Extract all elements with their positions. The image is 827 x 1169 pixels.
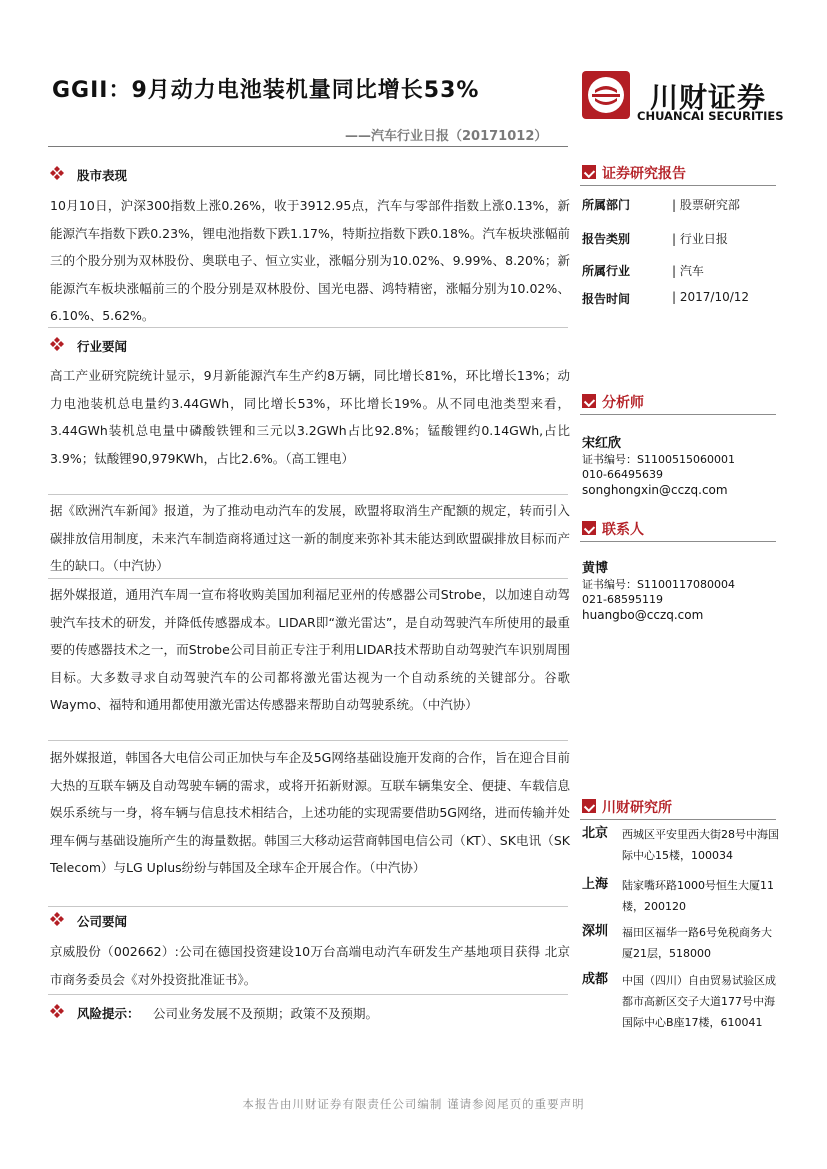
office-city: 上海 <box>582 877 609 892</box>
company-paragraph <box>50 938 570 993</box>
diamond-bullet-icon <box>50 912 64 926</box>
industry-paragraph-1 <box>50 362 570 472</box>
meta-value-date: | 2017/10/12 <box>672 290 750 304</box>
sidebar-rule <box>580 541 776 542</box>
meta-label-type: 报告类别 <box>582 232 631 246</box>
market-paragraph <box>50 192 570 330</box>
diamond-bullet-icon <box>50 1004 64 1018</box>
office-address: 中国（四川）自由贸易试验区成都市高新区交子大道177号中海国际中心B座17楼，610041 <box>622 974 776 1029</box>
office-city: 深圳 <box>582 924 609 939</box>
paragraph-divider <box>48 578 568 579</box>
section-divider <box>48 906 568 907</box>
meta-label-date: 报告时间 <box>582 292 631 306</box>
office-city: 北京 <box>582 826 609 841</box>
contact-heading-text: 联系人 <box>602 522 644 538</box>
brand-name-en: CHUANCAI SECURITIES <box>637 109 784 123</box>
paragraph-text: 据外媒报道，韩国各大电信公司正加快与车企及5G网络基础设施开发商的合作，旨在迎合目前大热的互联车辆及自动驾驶车辆的需求，或将开拓新财源。互联车辆集安全、便捷、车载信息娱乐系统与一身，将车辆与信息技术相结合，上述功能的实现需要借助5G网络，进而传输并处理车俩与基础设施所产生的海量数据。韩国三大移动运营商韩国电信公司（KT）、SK电讯（SK Telecom）与LG Uplus纷纷与韩国及全球车企开展合作。（中汽协） <box>50 750 570 875</box>
institute-heading-text: 川财研究所 <box>602 800 672 816</box>
diamond-bullet-icon <box>50 166 64 180</box>
contact-phone: 021-68595119 <box>582 593 663 606</box>
analyst-heading-text: 分析师 <box>602 395 644 411</box>
paragraph-text: 据外媒报道，通用汽车周一宣布将收购美国加利福尼亚州的传感器公司Strobe，以加速自动驾驶汽车技术的研发，并降低传感器成本。LIDAR即“激光雷达”，是自动驾驶汽车所使用的最重要的传感器技术之一，而Strobe公司目前正专注于利用LIDAR技术帮助自动驾驶汽车识别周围目标。大多数寻求自动驾驶汽车的公司都将激光雷达视为一个自动系统的关键部分。谷歌Waymo、福特和通用都使用激光雷达传感器来帮助自动驾驶系统。（中汽协） <box>50 587 570 712</box>
meta-label-industry: 所属行业 <box>582 264 631 278</box>
check-square-icon <box>582 799 596 813</box>
analyst-email[interactable]: songhongxin@cczq.com <box>582 483 728 497</box>
industry-paragraph-3 <box>50 581 570 719</box>
office-city: 成都 <box>582 972 609 987</box>
meta-label-dept: 所属部门 <box>582 198 631 212</box>
sidebar-rule <box>580 414 776 415</box>
section-title: 股市表现 <box>77 168 128 183</box>
paragraph-text: 据《欧洲汽车新闻》报道，为了推动电动汽车的发展，欧盟将取消生产配额的规定，转而引入碳排放信用制度，未来汽车制造商将通过这一新的制度来弥补其未能达到欧盟碳排放目标而产生的缺口。（中汽协） <box>50 503 570 573</box>
industry-paragraph-4 <box>50 744 570 882</box>
section-divider <box>48 994 568 995</box>
paragraph-divider <box>48 740 568 741</box>
check-square-icon <box>582 521 596 535</box>
analyst-name: 宋红欣 <box>582 436 622 451</box>
paragraph-divider <box>48 494 568 495</box>
paragraph-text: 10月10日，沪深300指数上涨0.26%，收于3912.95点，汽车与零部件指数上涨0.13%，新能源汽车指数下跌0.23%，锂电池指数下跌1.17%，特斯拉指数下跌0.18%。汽车板块涨幅前三的个股分别为双林股份、奥联电子、恒立实业，涨幅分别为10.02%、9.99%、8.20%；新能源汽车板块涨幅前三的个股分别是双林股份、国光电器、鸿特精密，涨幅分别为10.02%、6.10%、5.62%。 <box>50 198 570 323</box>
report-heading-text: 证券研究报告 <box>602 166 686 182</box>
industry-paragraph-2 <box>50 497 570 580</box>
meta-value-dept: | 股票研究部 <box>672 198 740 212</box>
office-address: 福田区福华一路6号免税商务大厦21层，518000 <box>622 926 772 960</box>
risk-text: 公司业务发展不及预期；政策不及预期。 <box>153 1006 379 1021</box>
footer-disclaimer: 本报告由川财证券有限责任公司编制 谨请参阅尾页的重要声明 <box>242 1097 585 1111</box>
report-title: GGII：9月动力电池装机量同比增长53% <box>52 78 480 103</box>
analyst-phone: 010-66495639 <box>582 468 663 481</box>
meta-value-type: | 行业日报 <box>672 232 728 246</box>
paragraph-text: 高工产业研究院统计显示，9月新能源汽车生产约8万辆，同比增长81%，环比增长13%；动力电池装机总电量约3.44GWh，同比增长53%，环比增长19%。从不同电池类型来看，3.44GWh装机总电量中磷酸铁锂和三元以3.2GWh占比92.8%；锰酸锂约0.14GWh,占比3.9%；钛酸锂90,979KWh，占比2.6%。（高工锂电） <box>50 368 570 466</box>
report-subtitle: ——汽车行业日报（20171012） <box>345 129 548 144</box>
contact-name: 黄博 <box>582 561 609 576</box>
paragraph-text: 京威股份（002662）:公司在德国投资建设10万台高端电动汽车研发生产基地项目获得 北京市商务委员会《对外投资批准证书》。 <box>50 944 570 987</box>
section-title: 风险提示： <box>77 1006 140 1021</box>
contact-cert: 证书编号：S1100117080004 <box>582 578 735 591</box>
analyst-cert: 证书编号：S1100515060001 <box>582 453 735 466</box>
office-address: 西城区平安里西大街28号中海国际中心15楼，100034 <box>622 828 779 862</box>
header-divider <box>48 146 568 147</box>
sidebar-rule <box>580 819 776 820</box>
sidebar-rule <box>580 185 776 186</box>
brand-name-cn: 川财证券 <box>650 81 767 114</box>
section-divider <box>48 327 568 328</box>
office-address: 陆家嘴环路1000号恒生大厦11楼，200120 <box>622 879 774 913</box>
diamond-bullet-icon <box>50 337 64 351</box>
meta-value-industry: | 汽车 <box>672 264 704 278</box>
check-square-icon <box>582 165 596 179</box>
chuancai-logo-icon <box>581 70 631 120</box>
section-title: 行业要闻 <box>77 339 128 354</box>
contact-email[interactable]: huangbo@cczq.com <box>582 608 704 622</box>
section-title: 公司要闻 <box>77 914 128 929</box>
check-square-icon <box>582 394 596 408</box>
